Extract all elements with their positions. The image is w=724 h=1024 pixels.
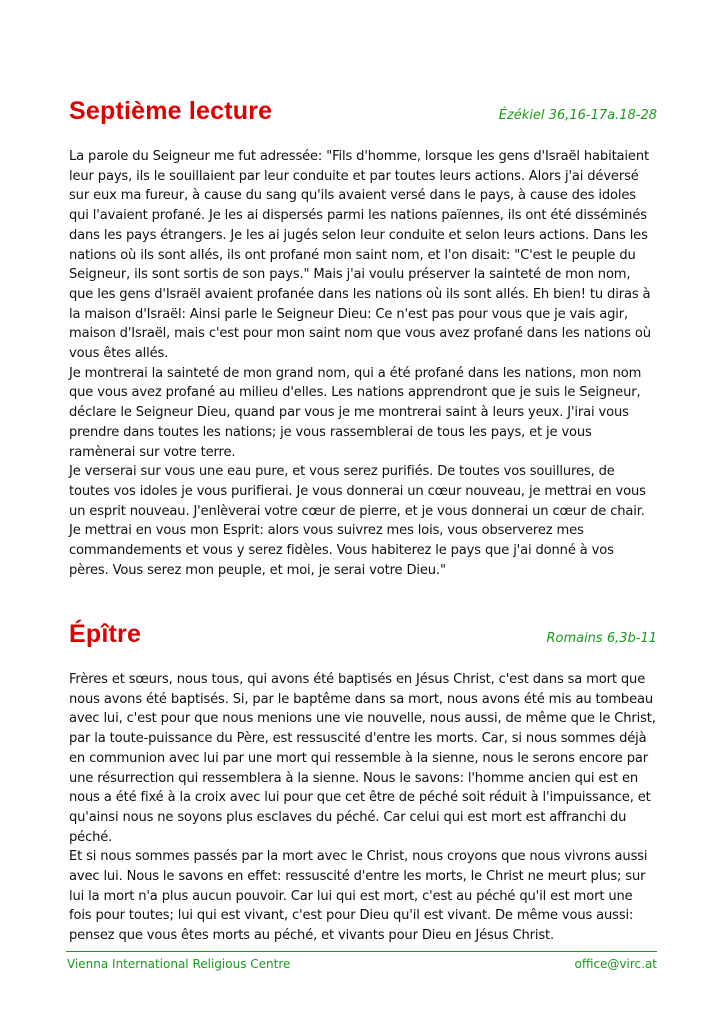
- reading-section-seventh: [69, 97, 657, 580]
- section-title: Épître: [69, 620, 142, 648]
- scripture-reference: Romains 6,3b-11: [546, 631, 657, 646]
- section-heading-row: [69, 620, 657, 658]
- section-title: Septième lecture: [69, 97, 273, 125]
- paragraph: Je verserai sur vous une eau pure, et vous serez purifiés. De toutes vos souillures, de toutes vos idoles je vous purifierai. Je vous donnerai un cœur nouveau, je mettrai en vous un esprit nouveau. J'enlèverai votre cœur de pierre, et je vous donnerai un cœur de chair. Je mettrai en vous mon Esprit: alors vous suivrez mes lois, vous observerez mes commandements et vous y serez fidèles. Vous habiterez le pays que j'ai donné à vos pères. Vous serez mon peuple, et moi, je serai votre Dieu.": [69, 464, 646, 578]
- section-heading-row: [69, 97, 657, 135]
- paragraph: Frères et sœurs, nous tous, qui avons été baptisés en Jésus Christ, c'est dans sa mort que nous avons été baptisés. Si, par le baptême dans sa mort, nous avons été mis au tombeau avec lui, c'est pour que nous menions une vie nouvelle, nous aussi, de même que le Christ, par la toute-puissance du Père, est ressuscité d'entre les morts. Car, si nous sommes déjà en communion avec lui par une mort qui ressemble à la sienne, nous le serons encore par une résurrection qui ressemblera à la sienne. Nous le savons: l'homme ancien qui est en nous a été fixé à la croix avec lui pour que cet être de péché soit réduit à l'impuissance, et qu'ainsi nous ne soyons plus esclaves du péché. Car celui qui est mort est affranchi du péché.: [69, 672, 656, 845]
- paragraph: Je montrerai la sainteté de mon grand nom, qui a été profané dans les nations, mon nom que vous avez profané au milieu d'elles. Les nations apprendront que je suis le Seigneur, déclare le Seigneur Dieu, quand par vous je me montrerai saint à leurs yeux. J'irai vous prendre dans toutes les nations; je vous rassemblerai de tous les pays, et je vous ramènerai sur votre terre.: [69, 365, 642, 460]
- scripture-reference: Ézékiel 36,16-17a.18-28: [498, 108, 657, 123]
- paragraph: La parole du Seigneur me fut adressée: "Fils d'homme, lorsque les gens d'Israël habitaient leur pays, ils le souillaient par leur conduite et par toutes leurs actions. Alors j'ai déversé sur eux ma fureur, à cause du sang qu'ils avaient versé dans le pays, à cause des idoles qui l'avaient profané. Je les ai dispersés parmi les nations païennes, ils ont été disséminés dans les pays étrangers. Je les ai jugés selon leur conduite et selon leurs actions. Dans les nations où ils sont allés, ils ont profané mon saint nom, et l'on disait: "C'est le peuple du Seigneur, ils sont sortis de son pays." Mais j'ai voulu préserver la sainteté de mon nom, que les gens d'Israël avaient profanée dans les nations où ils sont allés. Eh bien! tu diras à la maison d'Israël: Ainsi parle le Seigneur Dieu: Ce n'est pas pour vous que je vais agir, maison d'Israël, mais c'est pour mon saint nom que vous avez profané dans les nations où vous êtes allés.: [69, 149, 651, 362]
- reading-text: [69, 670, 657, 946]
- footer-email[interactable]: office@virc.at: [574, 957, 657, 971]
- reading-section-epistle: [69, 620, 657, 946]
- reading-text: [69, 147, 657, 580]
- page-footer: [67, 957, 657, 971]
- footer-organization: Vienna International Religious Centre: [67, 957, 291, 971]
- footer-divider: [66, 951, 657, 952]
- paragraph: Et si nous sommes passés par la mort avec le Christ, nous croyons que nous vivrons aussi avec lui. Nous le savons en effet: ressuscité d'entre les morts, le Christ ne meurt plus; sur lui la mort n'a plus aucun pouvoir. Car lui qui est mort, c'est au péché qu'il est mort une fois pour toutes; lui qui est vivant, c'est pour Dieu qu'il est vivant. De même vous aussi: pensez que vous êtes morts au péché, et vivants pour Dieu en Jésus Christ.: [69, 849, 648, 944]
